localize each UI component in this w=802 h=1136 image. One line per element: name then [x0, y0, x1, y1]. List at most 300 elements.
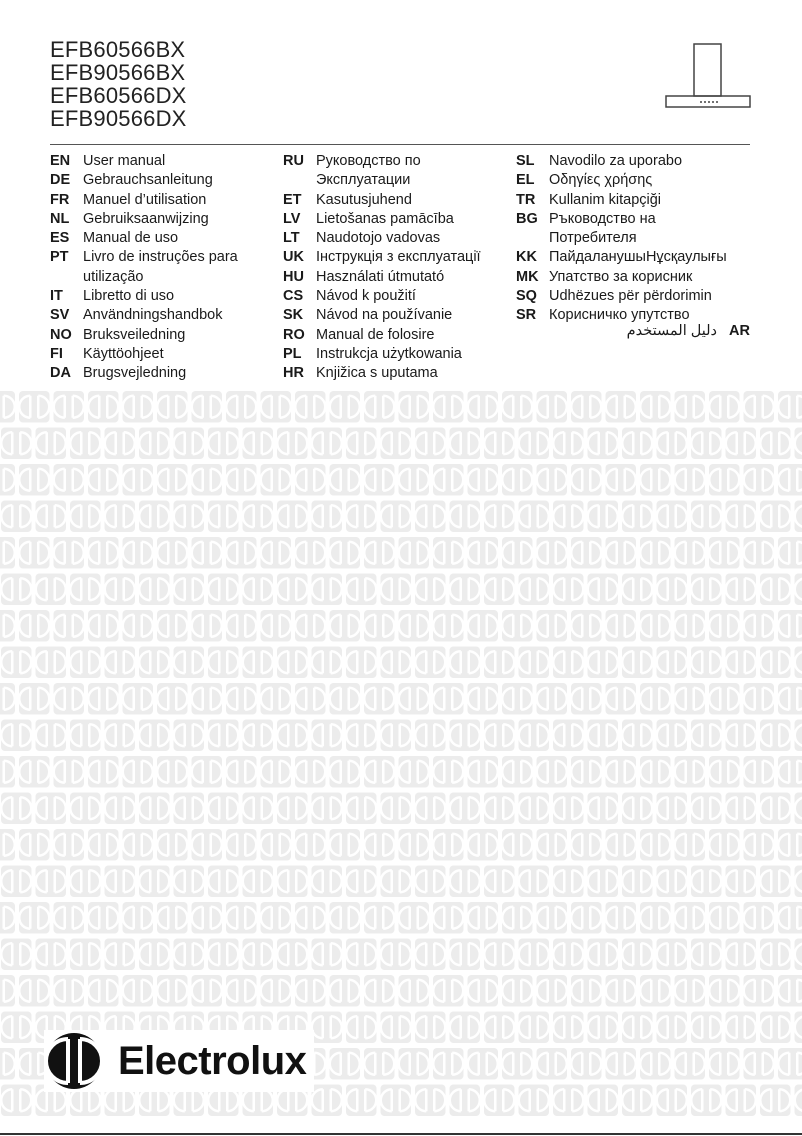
- pattern-logo-tile: [174, 866, 205, 898]
- pattern-logo-tile: [19, 464, 50, 496]
- pattern-logo-tile: [415, 1085, 446, 1117]
- pattern-logo-tile: [571, 610, 602, 642]
- language-code: KK: [516, 249, 537, 266]
- pattern-logo-tile: [208, 574, 239, 606]
- pattern-logo-tile: [277, 866, 308, 898]
- pattern-logo-tile: [157, 537, 188, 569]
- pattern-logo-tile: [450, 501, 481, 533]
- pattern-logo-tile: [1, 793, 32, 825]
- language-name: Brugsvejledning: [83, 365, 187, 382]
- pattern-logo-tile: [346, 1085, 377, 1117]
- pattern-logo-tile: [622, 428, 653, 460]
- language-code: HU: [283, 268, 304, 285]
- pattern-logo-tile: [675, 391, 706, 423]
- pattern-logo-tile: [157, 610, 188, 642]
- pattern-logo-tile: [1, 501, 32, 533]
- language-code: ES: [50, 230, 70, 247]
- pattern-logo-tile: [381, 1085, 412, 1117]
- pattern-logo-tile: [622, 866, 653, 898]
- language-name: Livro de instruções para: [83, 249, 238, 266]
- pattern-logo-tile: [502, 391, 533, 423]
- pattern-logo-tile: [157, 391, 188, 423]
- pattern-logo-tile: [261, 683, 292, 715]
- pattern-logo-tile: [744, 829, 775, 861]
- pattern-logo-tile: [640, 537, 671, 569]
- pattern-logo-tile: [88, 610, 119, 642]
- pattern-logo-tile: [123, 610, 154, 642]
- pattern-logo-tile: [553, 501, 584, 533]
- pattern-logo-tile: [760, 574, 791, 606]
- pattern-logo-tile: [54, 537, 85, 569]
- pattern-logo-tile: [226, 902, 257, 934]
- pattern-logo-tile: [243, 428, 274, 460]
- pattern-logo-tile: [537, 1048, 568, 1080]
- pattern-logo-tile: [571, 756, 602, 788]
- pattern-logo-tile: [174, 939, 205, 971]
- language-code: BG: [516, 210, 538, 227]
- pattern-logo-tile: [54, 829, 85, 861]
- pattern-logo-tile: [502, 537, 533, 569]
- pattern-logo-tile: [364, 756, 395, 788]
- pattern-logo-tile: [312, 647, 343, 679]
- language-entry: [50, 306, 238, 325]
- language-entry: [50, 345, 238, 364]
- language-code: IT: [50, 288, 63, 305]
- language-name: Bruksveiledning: [83, 326, 186, 343]
- pattern-logo-tile: [709, 537, 740, 569]
- pattern-logo-tile: [381, 574, 412, 606]
- pattern-logo-tile: [744, 975, 775, 1007]
- language-code: PT: [50, 249, 69, 266]
- pattern-logo-tile: [312, 574, 343, 606]
- pattern-logo-tile: [622, 939, 653, 971]
- pattern-logo-tile: [157, 756, 188, 788]
- electrolux-logo-icon: [44, 1031, 104, 1091]
- pattern-logo-tile: [226, 683, 257, 715]
- language-entry: [516, 287, 727, 306]
- pattern-logo-tile: [622, 1085, 653, 1117]
- language-name: Manual de uso: [83, 230, 179, 247]
- pattern-logo-tile: [468, 829, 499, 861]
- pattern-logo-tile: [0, 829, 15, 861]
- language-code: ET: [283, 191, 302, 208]
- pattern-logo-tile: [640, 756, 671, 788]
- pattern-logo-tile: [174, 720, 205, 752]
- pattern-logo-tile: [0, 610, 15, 642]
- language-name: Használati útmutató: [316, 268, 445, 285]
- pattern-logo-tile: [192, 391, 223, 423]
- pattern-logo-tile: [139, 574, 170, 606]
- pattern-logo-tile: [346, 501, 377, 533]
- language-name: Потребителя: [549, 230, 637, 247]
- pattern-logo-tile: [36, 793, 67, 825]
- pattern-logo-tile: [70, 428, 101, 460]
- pattern-logo-tile: [399, 829, 430, 861]
- pattern-logo-tile: [364, 975, 395, 1007]
- language-entry: [50, 248, 238, 267]
- pattern-logo-tile: [484, 720, 515, 752]
- pattern-logo-tile: [19, 537, 50, 569]
- pattern-logo-tile: [502, 1048, 533, 1080]
- pattern-logo-tile: [450, 428, 481, 460]
- pattern-logo-tile: [484, 428, 515, 460]
- pattern-logo-tile: [433, 683, 464, 715]
- language-name: Udhëzues për përdorimin: [549, 288, 712, 305]
- pattern-logo-tile: [553, 866, 584, 898]
- pattern-logo-tile: [760, 647, 791, 679]
- pattern-logo-tile: [36, 574, 67, 606]
- pattern-logo-tile: [192, 829, 223, 861]
- pattern-logo-tile: [415, 501, 446, 533]
- pattern-logo-tile: [606, 756, 637, 788]
- pattern-logo-tile: [277, 647, 308, 679]
- pattern-logo-tile: [54, 610, 85, 642]
- pattern-logo-tile: [760, 720, 791, 752]
- pattern-logo-tile: [192, 683, 223, 715]
- pattern-logo-tile: [19, 391, 50, 423]
- pattern-logo-tile: [54, 683, 85, 715]
- pattern-logo-tile: [537, 902, 568, 934]
- pattern-logo-tile: [1, 939, 32, 971]
- pattern-logo-tile: [726, 866, 757, 898]
- pattern-logo-tile: [226, 829, 257, 861]
- language-name: utilização: [83, 268, 144, 285]
- pattern-logo-tile: [744, 537, 775, 569]
- pattern-logo-tile: [778, 464, 802, 496]
- language-entry: [283, 248, 481, 267]
- pattern-logo-tile: [519, 1085, 550, 1117]
- pattern-logo-tile: [606, 975, 637, 1007]
- pattern-logo-tile: [657, 793, 688, 825]
- pattern-logo-tile: [553, 1012, 584, 1044]
- pattern-logo-tile: [415, 1012, 446, 1044]
- pattern-logo-tile: [1, 866, 32, 898]
- pattern-logo-tile: [312, 501, 343, 533]
- pattern-logo-tile: [295, 537, 326, 569]
- pattern-logo-tile: [312, 428, 343, 460]
- language-entry: [283, 191, 481, 210]
- pattern-logo-tile: [675, 464, 706, 496]
- pattern-logo-tile: [795, 501, 802, 533]
- language-name: Gebruiksaanwijzing: [83, 210, 209, 227]
- pattern-logo-tile: [123, 829, 154, 861]
- language-code: MK: [516, 268, 539, 285]
- language-code: NL: [50, 210, 70, 227]
- model-number: EFB60566BX: [50, 37, 186, 62]
- pattern-logo-tile: [330, 1048, 361, 1080]
- pattern-logo-tile: [484, 647, 515, 679]
- pattern-logo-tile: [691, 428, 722, 460]
- pattern-logo-tile: [675, 610, 706, 642]
- pattern-logo-tile: [744, 391, 775, 423]
- pattern-logo-tile: [330, 464, 361, 496]
- pattern-logo-tile: [640, 829, 671, 861]
- language-code: LV: [283, 210, 301, 227]
- pattern-logo-tile: [208, 647, 239, 679]
- pattern-logo-tile: [105, 428, 136, 460]
- pattern-logo-tile: [657, 501, 688, 533]
- pattern-logo-tile: [174, 428, 205, 460]
- pattern-logo-tile: [760, 1012, 791, 1044]
- pattern-logo-tile: [622, 574, 653, 606]
- pattern-logo-tile: [709, 902, 740, 934]
- pattern-logo-tile: [415, 647, 446, 679]
- pattern-logo-tile: [726, 1085, 757, 1117]
- pattern-logo-tile: [571, 902, 602, 934]
- pattern-logo-tile: [468, 610, 499, 642]
- pattern-logo-tile: [588, 574, 619, 606]
- pattern-logo-tile: [0, 683, 15, 715]
- pattern-logo-tile: [657, 428, 688, 460]
- pattern-logo-tile: [778, 902, 802, 934]
- language-code: SV: [50, 307, 70, 324]
- pattern-logo-tile: [657, 939, 688, 971]
- pattern-logo-tile: [709, 610, 740, 642]
- language-code: TR: [516, 191, 536, 208]
- pattern-logo-tile: [364, 1048, 395, 1080]
- pattern-logo-tile: [691, 574, 722, 606]
- pattern-logo-tile: [364, 902, 395, 934]
- pattern-logo-tile: [519, 501, 550, 533]
- language-name: ПайдаланушыНұсқаулығы: [549, 249, 727, 266]
- pattern-logo-tile: [36, 647, 67, 679]
- pattern-logo-tile: [208, 866, 239, 898]
- pattern-logo-tile: [588, 1085, 619, 1117]
- pattern-logo-tile: [450, 647, 481, 679]
- pattern-logo-tile: [88, 391, 119, 423]
- pattern-logo-tile: [399, 902, 430, 934]
- pattern-logo-tile: [277, 501, 308, 533]
- language-entry: [50, 268, 238, 287]
- language-entry: [50, 229, 238, 248]
- pattern-logo-tile: [433, 537, 464, 569]
- pattern-logo-tile: [36, 939, 67, 971]
- pattern-logo-tile: [744, 756, 775, 788]
- pattern-logo-tile: [588, 793, 619, 825]
- language-code: NO: [50, 326, 72, 343]
- pattern-logo-tile: [174, 574, 205, 606]
- language-name: دليل المستخدم: [626, 323, 718, 339]
- pattern-logo-tile: [675, 1048, 706, 1080]
- pattern-logo-tile: [105, 647, 136, 679]
- pattern-logo-tile: [709, 464, 740, 496]
- pattern-logo-tile: [105, 501, 136, 533]
- pattern-logo-tile: [744, 464, 775, 496]
- language-name: Knjižica s uputama: [316, 365, 438, 382]
- pattern-logo-tile: [519, 866, 550, 898]
- page-bottom-rule: [0, 1133, 802, 1135]
- pattern-logo-tile: [726, 720, 757, 752]
- pattern-logo-tile: [640, 610, 671, 642]
- pattern-logo-tile: [553, 939, 584, 971]
- pattern-logo-tile: [243, 720, 274, 752]
- pattern-logo-tile: [123, 464, 154, 496]
- pattern-logo-tile: [726, 939, 757, 971]
- pattern-logo-tile: [312, 1012, 343, 1044]
- pattern-logo-tile: [726, 1012, 757, 1044]
- pattern-logo-tile: [468, 391, 499, 423]
- pattern-logo-tile: [70, 866, 101, 898]
- pattern-logo-tile: [330, 391, 361, 423]
- pattern-logo-tile: [691, 939, 722, 971]
- pattern-logo-tile: [226, 975, 257, 1007]
- language-code: DE: [50, 172, 71, 189]
- pattern-logo-tile: [330, 829, 361, 861]
- language-entry: [283, 268, 481, 287]
- pattern-logo-tile: [364, 829, 395, 861]
- language-entry-ar: [516, 323, 750, 339]
- language-code: SQ: [516, 288, 537, 305]
- pattern-logo-tile: [295, 829, 326, 861]
- pattern-logo-tile: [571, 975, 602, 1007]
- language-code: AR: [729, 323, 750, 339]
- pattern-logo-tile: [208, 793, 239, 825]
- language-entry: [516, 191, 727, 210]
- pattern-logo-tile: [588, 647, 619, 679]
- pattern-logo-tile: [640, 902, 671, 934]
- brand-pattern-background: [0, 390, 802, 1120]
- pattern-logo-tile: [88, 464, 119, 496]
- pattern-logo-tile: [312, 720, 343, 752]
- language-code: LT: [283, 230, 300, 247]
- pattern-logo-tile: [330, 537, 361, 569]
- pattern-logo-tile: [295, 391, 326, 423]
- pattern-logo-tile: [1, 1085, 32, 1117]
- pattern-logo-tile: [433, 610, 464, 642]
- language-name: Lietošanas pamācība: [316, 210, 454, 227]
- model-list: [50, 38, 187, 130]
- pattern-logo-tile: [330, 683, 361, 715]
- pattern-logo-tile: [139, 428, 170, 460]
- pattern-logo-tile: [381, 793, 412, 825]
- language-entry: [516, 171, 727, 190]
- language-code: SR: [516, 307, 537, 324]
- pattern-logo-tile: [588, 428, 619, 460]
- language-name: Эксплуатации: [316, 172, 411, 189]
- pattern-logo-tile: [675, 537, 706, 569]
- pattern-logo-tile: [606, 1048, 637, 1080]
- pattern-logo-tile: [381, 720, 412, 752]
- pattern-logo-tile: [778, 975, 802, 1007]
- pattern-logo-tile: [778, 1048, 802, 1080]
- language-name: Användningshandbok: [83, 307, 223, 324]
- pattern-logo-tile: [399, 464, 430, 496]
- pattern-logo-tile: [36, 720, 67, 752]
- pattern-logo-tile: [537, 756, 568, 788]
- pattern-logo-tile: [157, 464, 188, 496]
- pattern-logo-tile: [795, 720, 802, 752]
- pattern-logo-tile: [744, 902, 775, 934]
- pattern-logo-tile: [726, 793, 757, 825]
- pattern-logo-tile: [330, 902, 361, 934]
- pattern-logo-tile: [691, 1085, 722, 1117]
- pattern-logo-tile: [123, 756, 154, 788]
- pattern-logo-tile: [709, 756, 740, 788]
- pattern-logo-tile: [778, 756, 802, 788]
- pattern-logo-tile: [433, 464, 464, 496]
- pattern-logo-tile: [519, 574, 550, 606]
- pattern-logo-tile: [622, 720, 653, 752]
- pattern-logo-tile: [484, 574, 515, 606]
- language-name: Navodilo za uporabo: [549, 153, 683, 169]
- pattern-logo-tile: [226, 610, 257, 642]
- pattern-logo-tile: [484, 1012, 515, 1044]
- language-code: UK: [283, 249, 304, 266]
- pattern-logo-tile: [760, 793, 791, 825]
- pattern-logo-tile: [54, 756, 85, 788]
- pattern-logo-tile: [760, 501, 791, 533]
- pattern-logo-tile: [261, 464, 292, 496]
- pattern-logo-tile: [415, 939, 446, 971]
- language-column-1: [50, 152, 238, 384]
- pattern-logo-tile: [70, 501, 101, 533]
- language-code: DA: [50, 365, 71, 382]
- pattern-logo-tile: [330, 610, 361, 642]
- pattern-logo-tile: [19, 683, 50, 715]
- language-entry: [283, 306, 481, 325]
- pattern-logo-tile: [675, 975, 706, 1007]
- pattern-logo-tile: [622, 647, 653, 679]
- pattern-logo-tile: [346, 793, 377, 825]
- pattern-logo-tile: [657, 866, 688, 898]
- pattern-logo-tile: [553, 647, 584, 679]
- pattern-logo-tile: [415, 428, 446, 460]
- pattern-logo-tile: [433, 902, 464, 934]
- language-entry: [283, 326, 481, 345]
- pattern-logo-tile: [226, 464, 257, 496]
- pattern-logo-tile: [19, 756, 50, 788]
- pattern-logo-tile: [778, 610, 802, 642]
- pattern-logo-tile: [88, 902, 119, 934]
- pattern-logo-tile: [346, 1012, 377, 1044]
- pattern-logo-tile: [606, 464, 637, 496]
- pattern-logo-tile: [1, 647, 32, 679]
- language-entry: [516, 268, 727, 287]
- pattern-logo-tile: [795, 939, 802, 971]
- pattern-logo-tile: [778, 391, 802, 423]
- language-entry: [283, 364, 481, 383]
- pattern-logo-tile: [553, 720, 584, 752]
- pattern-logo-tile: [553, 1085, 584, 1117]
- pattern-logo-tile: [640, 464, 671, 496]
- model-number: EFB90566DX: [50, 106, 187, 131]
- pattern-logo-tile: [243, 866, 274, 898]
- pattern-logo-tile: [709, 391, 740, 423]
- pattern-logo-tile: [640, 1048, 671, 1080]
- pattern-logo-tile: [157, 902, 188, 934]
- pattern-logo-tile: [415, 720, 446, 752]
- pattern-logo-tile: [381, 647, 412, 679]
- pattern-logo-tile: [139, 866, 170, 898]
- pattern-logo-tile: [139, 501, 170, 533]
- pattern-logo-tile: [537, 610, 568, 642]
- pattern-logo-tile: [691, 866, 722, 898]
- pattern-logo-tile: [571, 683, 602, 715]
- pattern-logo-tile: [36, 501, 67, 533]
- pattern-logo-tile: [640, 975, 671, 1007]
- language-name: Οδηγίες χρήσης: [549, 172, 653, 189]
- pattern-logo-tile: [70, 647, 101, 679]
- pattern-logo-tile: [553, 574, 584, 606]
- pattern-logo-tile: [622, 1012, 653, 1044]
- language-column-3: [516, 152, 727, 326]
- pattern-logo-tile: [468, 975, 499, 1007]
- pattern-logo-tile: [795, 574, 802, 606]
- pattern-logo-tile: [433, 975, 464, 1007]
- pattern-logo-tile: [346, 647, 377, 679]
- pattern-logo-tile: [123, 902, 154, 934]
- language-code: EL: [516, 172, 535, 189]
